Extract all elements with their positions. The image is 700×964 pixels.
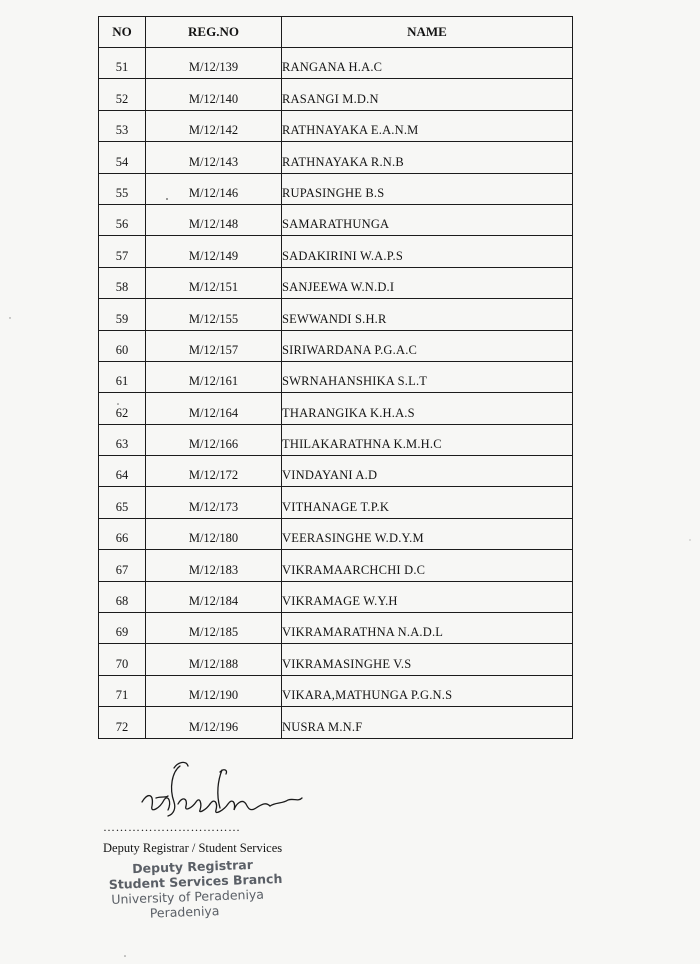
header-name: NAME (282, 17, 573, 48)
row-name: SEWWANDI S.H.R (282, 299, 573, 330)
table-row (99, 299, 573, 330)
row-no: 72 (99, 707, 146, 738)
row-name: SAMARATHUNGA (282, 204, 573, 235)
row-no: 67 (99, 550, 146, 581)
official-stamp (108, 856, 284, 922)
stamp-line-1: Deputy Registrar (131, 856, 254, 877)
table-row (99, 267, 573, 298)
table-row (99, 330, 573, 361)
table-row (99, 48, 573, 79)
row-no: 55 (99, 173, 146, 204)
row-name: SADAKIRINI W.A.P.S (282, 236, 573, 267)
table-row (99, 550, 573, 581)
row-reg-no: M/12/164 (146, 393, 282, 424)
row-reg-no: M/12/151 (146, 267, 282, 298)
row-reg-no: M/12/185 (146, 613, 282, 644)
row-no: 69 (99, 613, 146, 644)
row-name: VITHANAGE T.P.K (282, 487, 573, 518)
row-no: 65 (99, 487, 146, 518)
table-row (99, 456, 573, 487)
row-name: VIKRAMASINGHE V.S (282, 644, 573, 675)
row-reg-no: M/12/155 (146, 299, 282, 330)
row-reg-no: M/12/180 (146, 518, 282, 549)
row-name: RATHNAYAKA R.N.B (282, 142, 573, 173)
row-name: SANJEEWA W.N.D.I (282, 267, 573, 298)
row-no: 53 (99, 110, 146, 141)
row-name: RANGANA H.A.C (282, 48, 573, 79)
table-row (99, 110, 573, 141)
table-row (99, 613, 573, 644)
row-reg-no: M/12/172 (146, 456, 282, 487)
row-reg-no: M/12/196 (146, 707, 282, 738)
row-name: VIKARA,MATHUNGA P.G.N.S (282, 675, 573, 706)
table-row (99, 173, 573, 204)
row-no: 66 (99, 518, 146, 549)
row-name: VINDAYANI A.D (282, 456, 573, 487)
stamp-line-2: Student Services Branch (108, 870, 283, 892)
row-name: SIRIWARDANA P.G.A.C (282, 330, 573, 361)
student-roll-table (98, 16, 573, 739)
row-reg-no: M/12/183 (146, 550, 282, 581)
row-no: 68 (99, 581, 146, 612)
row-reg-no: M/12/139 (146, 48, 282, 79)
row-no: 71 (99, 675, 146, 706)
row-reg-no: M/12/161 (146, 361, 282, 392)
row-reg-no: M/12/149 (146, 236, 282, 267)
row-no: 70 (99, 644, 146, 675)
row-no: 51 (99, 48, 146, 79)
signature-dotted-line: …………………………… (103, 820, 241, 834)
stamp-line-3: University of Peradeniya (111, 886, 265, 907)
table-body (99, 48, 573, 739)
header-no: NO (99, 17, 146, 48)
row-reg-no: M/12/166 (146, 424, 282, 455)
row-no: 54 (99, 142, 146, 173)
row-reg-no: M/12/148 (146, 204, 282, 235)
row-name: SWRNAHANSHIKA S.L.T (282, 361, 573, 392)
signatory-caption: Deputy Registrar / Student Services (103, 841, 283, 855)
table-row (99, 644, 573, 675)
table-row (99, 142, 573, 173)
table-row (99, 393, 573, 424)
row-no: 58 (99, 267, 146, 298)
stamp-line-4: Peradeniya (149, 903, 220, 921)
table-row (99, 675, 573, 706)
row-no: 52 (99, 79, 146, 110)
row-no: 59 (99, 299, 146, 330)
row-no: 57 (99, 236, 146, 267)
row-no: 60 (99, 330, 146, 361)
row-no: 56 (99, 204, 146, 235)
table-row (99, 581, 573, 612)
row-reg-no: M/12/146 (146, 173, 282, 204)
table-row (99, 361, 573, 392)
header-reg-no: REG.NO (146, 17, 282, 48)
row-name: THILAKARATHNA K.M.H.C (282, 424, 573, 455)
table-row (99, 518, 573, 549)
row-name: VIKRAMAGE W.Y.H (282, 581, 573, 612)
table-row (99, 79, 573, 110)
signature-block (98, 758, 398, 848)
row-name: RASANGI M.D.N (282, 79, 573, 110)
row-name: NUSRA M.N.F (282, 707, 573, 738)
row-name: RATHNAYAKA E.A.N.M (282, 110, 573, 141)
row-name: RUPASINGHE B.S (282, 173, 573, 204)
row-reg-no: M/12/190 (146, 675, 282, 706)
table-header-row (99, 17, 573, 48)
row-name: VIKRAMAARCHCHI D.C (282, 550, 573, 581)
row-no: 61 (99, 361, 146, 392)
row-no: 62 (99, 393, 146, 424)
table-row (99, 424, 573, 455)
row-reg-no: M/12/143 (146, 142, 282, 173)
table-row (99, 707, 573, 738)
row-reg-no: M/12/188 (146, 644, 282, 675)
table-row (99, 236, 573, 267)
row-reg-no: M/12/142 (146, 110, 282, 141)
row-reg-no: M/12/184 (146, 581, 282, 612)
row-no: 64 (99, 456, 146, 487)
row-name: VEERASINGHE W.D.Y.M (282, 518, 573, 549)
table-row (99, 487, 573, 518)
row-reg-no: M/12/173 (146, 487, 282, 518)
row-no: 63 (99, 424, 146, 455)
row-reg-no: M/12/157 (146, 330, 282, 361)
row-name: THARANGIKA K.H.A.S (282, 393, 573, 424)
table-row (99, 204, 573, 235)
row-name: VIKRAMARATHNA N.A.D.L (282, 613, 573, 644)
handwritten-signature (138, 758, 338, 828)
row-reg-no: M/12/140 (146, 79, 282, 110)
